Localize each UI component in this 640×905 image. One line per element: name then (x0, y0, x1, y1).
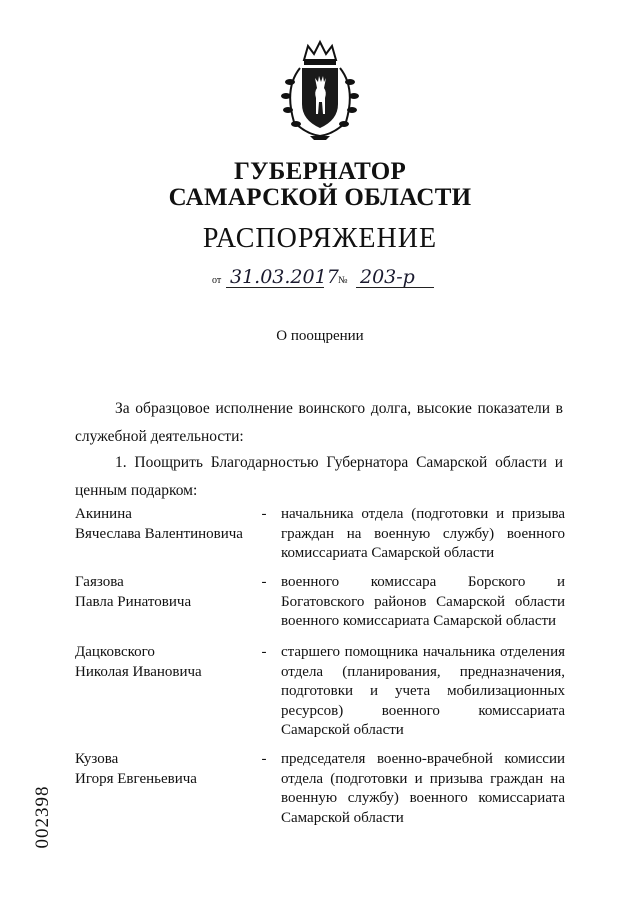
document-subject: О поощрении (276, 328, 364, 344)
awardee-surname: Кузова (75, 751, 119, 767)
document-type: РАСПОРЯЖЕНИЕ (202, 223, 438, 254)
awardee-name (75, 643, 255, 682)
awardee-given-names: Игоря Евгеньевича (75, 770, 197, 787)
serial-number (28, 770, 58, 866)
awardee-surname: Акинина (75, 506, 132, 522)
awardee-position: начальника отдела (подготовки и призыва граждан на военную службу) военного комиссариата Самарской области (281, 506, 565, 561)
date-label: от (212, 275, 222, 286)
entry-dash: - (261, 506, 267, 522)
date-number-line (212, 267, 452, 291)
awardee-given-names: Вячеслава Валентиновича (75, 525, 243, 542)
number-label: № (338, 275, 348, 286)
document-number: 203-р (356, 267, 434, 288)
awardee-name (75, 505, 255, 544)
awardee-given-names: Павла Ринатовича (75, 593, 192, 610)
awardee-position: председателя военно-врачебной комиссии отдела (подготовки и призыва граждан на военную службу) военного комиссариата Самарской области (281, 751, 565, 826)
awardee-surname: Дацковского (75, 644, 155, 660)
awardee-position: старшего помощника начальника отделения отдела (планирования, предназначения, подготовки и учета мобилизационных ресурсов) военного комиссариата Самарской области (281, 644, 565, 738)
entry-dash: - (261, 574, 267, 590)
serial-number-text: 002398 (32, 785, 53, 849)
entry-dash: - (261, 644, 267, 660)
point-1-paragraph: 1. Поощрить Благодарностью Губернатора Самарской области и ценным подарком: (75, 454, 563, 499)
governor-title: ГУБЕРНАТОР (233, 158, 407, 185)
region-title: САМАРСКОЙ ОБЛАСТИ (168, 184, 472, 211)
coat-of-arms-icon (270, 38, 370, 142)
document-date: 31.03.2017 (226, 267, 324, 288)
awardee-name (75, 750, 255, 789)
awardee-surname: Гаязова (75, 574, 124, 590)
awardee-given-names: Николая Ивановича (75, 663, 202, 680)
entry-dash: - (261, 751, 267, 767)
awardee-position: военного комиссара Борского и Богатовского районов Самарской области военного комиссариата Самарской области (281, 574, 565, 629)
awardee-name (75, 573, 255, 612)
intro-paragraph: За образцовое исполнение воинского долга, высокие показатели в служебной деятельности: (75, 400, 563, 445)
